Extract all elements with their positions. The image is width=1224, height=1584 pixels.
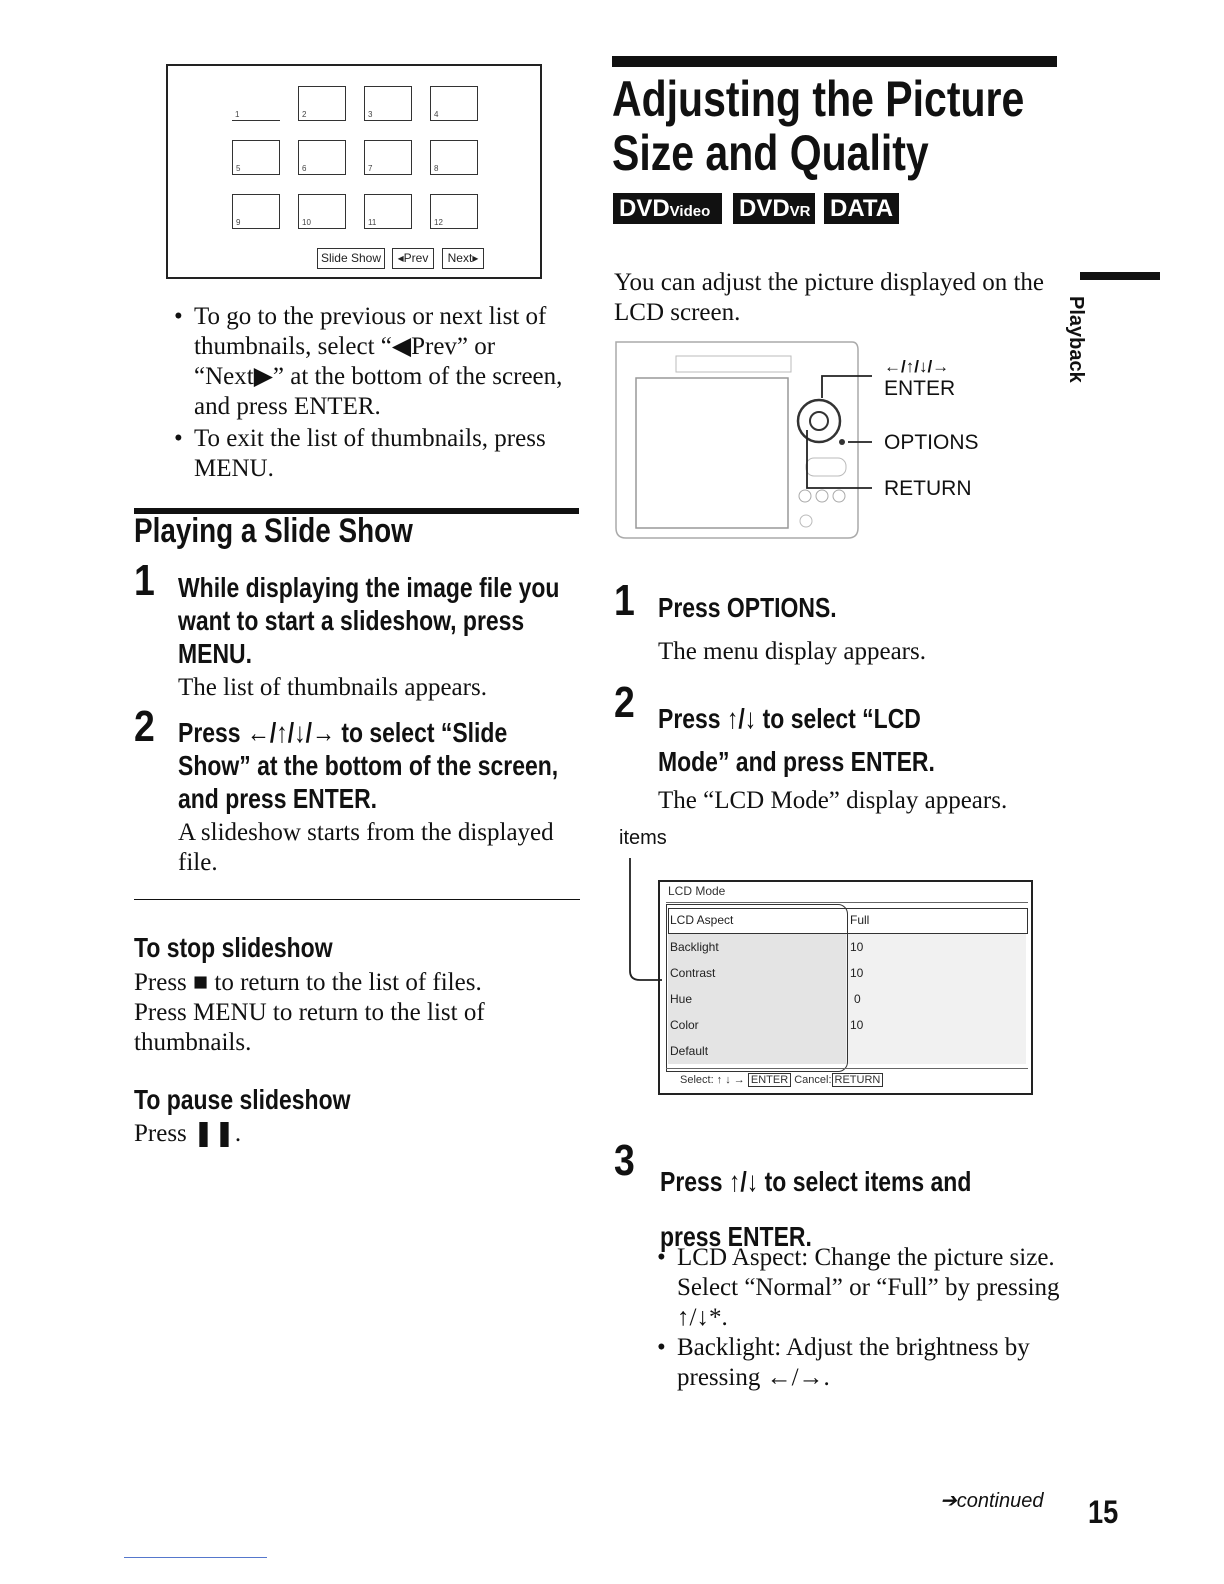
next-button: Next▸ [442, 248, 484, 269]
default-value [846, 1038, 1026, 1064]
intro-text [614, 268, 1044, 328]
step-line: Press ↑/↓ to select “LCD [658, 703, 921, 734]
stop-heading: To stop slideshow [134, 932, 333, 963]
page-number: 15 [1088, 1494, 1119, 1530]
hue-value: 0 [846, 986, 1026, 1012]
desc-line: A slideshow starts from the displayed [178, 819, 554, 846]
text-line: thumbnails. [134, 1029, 252, 1056]
lcd-mode-screen [658, 880, 1033, 1095]
color-label: Color [668, 1012, 846, 1038]
step-line: want to start a slideshow, press [178, 605, 525, 636]
dvd-video-badge: DVDVideo [613, 193, 722, 224]
color-value: 10 [846, 1012, 1026, 1038]
bullet-line: Backlight: Adjust the brightness by [677, 1334, 1030, 1361]
step-number: 2 [134, 702, 155, 751]
bullet-line: To go to the previous or next list of [194, 303, 547, 330]
pause-heading: To pause slideshow [134, 1084, 351, 1115]
bullet-line: and press ENTER. [194, 393, 381, 420]
thumbnail: 10 [298, 194, 346, 229]
thumbnail: 7 [364, 140, 412, 175]
text-line: You can adjust the picture displayed on the [614, 269, 1045, 296]
step-number: 2 [614, 678, 635, 727]
step-2-instruction [178, 716, 558, 815]
backlight-label: Backlight [668, 934, 846, 960]
step-number: 3 [614, 1136, 635, 1185]
step-line: and press ENTER. [178, 783, 378, 814]
step-2-description [178, 818, 554, 878]
step-2-description: The “LCD Mode” display appears. [658, 787, 1008, 814]
bullet-lcd-aspect: • LCD Aspect: Change the picture size. Select “Normal” or “Full” by pressing ↑/↓*. [657, 1244, 1060, 1331]
text-line: Press ■ to return to the list of files. [134, 969, 482, 996]
prev-button: ◂Prev [392, 248, 434, 269]
bullet-backlight: • Backlight: Adjust the brightness by pressing ←/→. [657, 1334, 1030, 1391]
lcd-footer-rule [666, 1068, 1028, 1069]
step-line: press ENTER. [660, 1221, 812, 1252]
title-line: Size and Quality [612, 125, 929, 181]
step-line: Show” at the bottom of the screen, [178, 750, 559, 781]
step-line: Mode” and press ENTER. [658, 746, 935, 777]
bullet-line: Select “Normal” or “Full” by pressing [677, 1274, 1060, 1301]
section-title: Playing a Slide Show [134, 512, 413, 550]
step-number: 1 [134, 556, 155, 605]
return-label: RETURN [884, 477, 972, 500]
slide-show-button: Slide Show [317, 248, 385, 269]
data-badge: DATA [824, 193, 899, 224]
bullet-line: MENU. [194, 455, 274, 482]
contrast-label: Contrast [668, 960, 846, 986]
thumbnail: 8 [430, 140, 478, 175]
lcd-mode-title: LCD Mode [668, 884, 726, 898]
dvd-vr-badge: DVDVR [733, 193, 815, 224]
arrows-label: ←/↑/↓/→ [884, 357, 950, 376]
device-illustration [612, 338, 872, 543]
footnote-rule [124, 1557, 267, 1558]
bullet-prev-next: • To go to the previous or next list of thumbnails, select “◀Prev” or “Next▶” at the bottom of the screen, and press ENTER. [174, 303, 563, 420]
step-1-description: The menu display appears. [658, 638, 926, 665]
bullet-line: pressing ←/→. [677, 1364, 830, 1391]
bullet-line: To exit the list of thumbnails, press [194, 425, 546, 452]
bullet-exit: • To exit the list of thumbnails, press MENU. [174, 425, 546, 482]
pause-text: Press ❚❚. [134, 1120, 242, 1147]
thumbnail: 6 [298, 140, 346, 175]
thumbnail: 4 [430, 86, 478, 121]
contrast-value: 10 [846, 960, 1026, 986]
enter-key-icon: ENTER [748, 1073, 791, 1087]
step-line: While displaying the image file you [178, 572, 560, 603]
thumbnail: 9 [232, 194, 280, 229]
enter-label: ENTER [884, 377, 956, 400]
desc-line: file. [178, 849, 218, 876]
stop-text [134, 968, 485, 1058]
step-line: MENU. [178, 638, 252, 669]
page-title [612, 72, 1024, 180]
title-line: Adjusting the Picture [612, 71, 1025, 127]
options-label: OPTIONS [884, 431, 979, 454]
hue-label: Hue [668, 986, 846, 1012]
step-line: Press ←/↑/↓/→ to select “Slide [178, 717, 508, 748]
thumbnail: 1 [232, 86, 280, 121]
title-rule [612, 56, 1057, 67]
items-highlight [666, 904, 848, 1072]
default-label: Default [668, 1038, 846, 1064]
text-line: Press MENU to return to the list of [134, 999, 485, 1026]
side-tab-label: Playback [1065, 296, 1087, 383]
bullet-line: “Next▶” at the bottom of the screen, [194, 363, 563, 390]
continued-label: ➔continued [940, 1490, 1044, 1512]
thumbnail-list-figure [166, 64, 542, 279]
thumbnail: 5 [232, 140, 280, 175]
lcd-footer: Select: ↑ ↓ → ENTER Cancel: RETURN [680, 1074, 883, 1086]
items-label: items [619, 827, 667, 849]
divider [134, 899, 580, 900]
step-2-instruction [658, 697, 935, 783]
bullet-line: LCD Aspect: Change the picture size. [677, 1244, 1055, 1271]
thumbnail: 11 [364, 194, 412, 229]
step-1-description: The list of thumbnails appears. [178, 674, 487, 701]
text-line: LCD screen. [614, 299, 741, 326]
lcd-title-rule [666, 902, 1028, 903]
step-1-instruction: Press OPTIONS. [658, 592, 837, 623]
thumbnail: 2 [298, 86, 346, 121]
step-number: 1 [614, 576, 635, 625]
thumbnail: 12 [430, 194, 478, 229]
backlight-value: 10 [846, 934, 1026, 960]
lcd-aspect-value: Full [850, 913, 870, 927]
thumbnail: 3 [364, 86, 412, 121]
side-tab-bar [1080, 272, 1160, 280]
bullet-line: ↑/↓*. [677, 1304, 728, 1331]
lcd-aspect-label: LCD Aspect [670, 913, 734, 927]
step-line: Press ↑/↓ to select items and [660, 1166, 972, 1197]
step-1-instruction [178, 571, 559, 670]
return-key-icon: RETURN [832, 1073, 884, 1087]
bullet-line: thumbnails, select “◀Prev” or [194, 333, 496, 360]
